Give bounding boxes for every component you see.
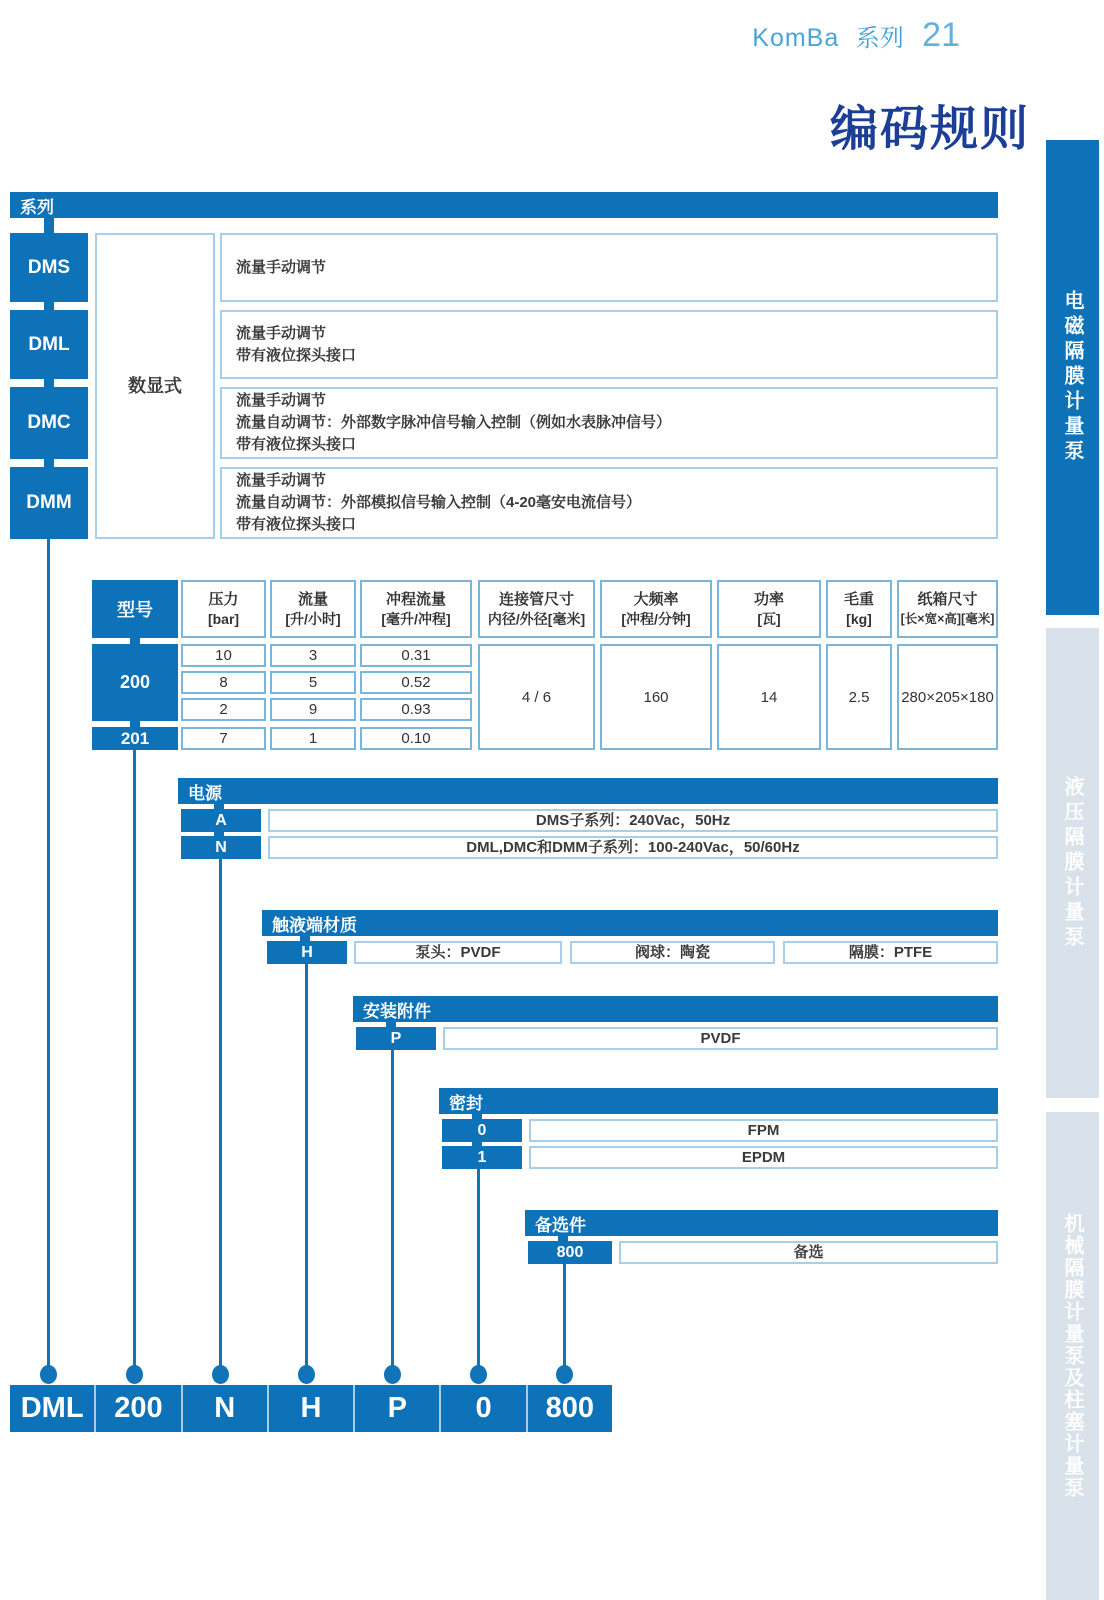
optional-section-header: 备选件 [525, 1210, 998, 1236]
connector-line-power [219, 859, 222, 1368]
series-code-dms: DMS [10, 233, 88, 302]
cell-stroke: 0.93 [360, 698, 472, 721]
desc-line: 带有液位探头接口 [236, 516, 357, 533]
series-desc-dmm [220, 467, 998, 539]
mounting-code-p: P [356, 1027, 436, 1050]
material-desc-pump-head: 泵头：PVDF [354, 941, 562, 964]
model-header-cell: 型号 [92, 580, 178, 638]
connector-line-seal [477, 1169, 480, 1368]
model-201-cell: 201 [92, 727, 178, 750]
seal-code-1: 1 [442, 1146, 522, 1169]
model-code-bar [10, 1385, 612, 1432]
power-section-header: 电源 [178, 778, 998, 804]
desc-line: 流量手动调节 [236, 392, 327, 409]
power-desc-a: DMS子系列：240Vac，50Hz [268, 809, 998, 832]
power-code-a: A [181, 809, 261, 832]
col-header-pipe-size: 连接管尺寸 内径/外径[毫米] [478, 580, 595, 638]
connector-line-model [133, 750, 136, 1368]
connector-dot [126, 1365, 143, 1384]
connector-dot [40, 1365, 57, 1384]
power-code-n: N [181, 836, 261, 859]
col-header-carton: 纸箱尺寸 [长×宽×高][毫米] [897, 580, 998, 638]
power-desc-n: DML,DMC和DMM子系列：100-240Vac，50/60Hz [268, 836, 998, 859]
col-header-flow: 流量 [升/小时] [270, 580, 356, 638]
connector-dot [556, 1365, 573, 1384]
sidebar-tab-solenoid-diaphragm-pump[interactable]: 电磁隔膜计量泵 [1046, 140, 1099, 615]
seal-section-header: 密封 [439, 1088, 998, 1114]
cell-stroke: 0.10 [360, 727, 472, 750]
code-seg-optional: 800 [526, 1385, 612, 1432]
code-seg-power: N [181, 1385, 267, 1432]
col-header-weight: 毛重 [kg] [826, 580, 892, 638]
model-200-cell: 200 [92, 644, 178, 721]
series-desc-dml [220, 310, 998, 379]
sidebar-tab-hydraulic-diaphragm-pump[interactable]: 液压隔膜计量泵 [1046, 628, 1099, 1098]
brand-name: KomBa [752, 24, 840, 52]
series-code-dmm: DMM [10, 467, 88, 539]
code-seg-mounting: P [353, 1385, 439, 1432]
connector-dot [212, 1365, 229, 1384]
code-seg-model: 200 [94, 1385, 180, 1432]
connector-notch [44, 379, 54, 387]
connector-notch [44, 218, 54, 233]
col-header-pressure: 压力 [bar] [181, 580, 266, 638]
cell-flow: 9 [270, 698, 356, 721]
series-code-dml: DML [10, 310, 88, 379]
col-header-frequency: 大频率 [冲程/分钟] [600, 580, 712, 638]
cell-stroke: 0.52 [360, 671, 472, 694]
connector-line-optional [563, 1264, 566, 1368]
connector-notch [44, 459, 54, 467]
cell-carton: 280×205×180 [897, 644, 998, 750]
page-number: 21 [922, 16, 960, 54]
optional-desc: 备选 [619, 1241, 998, 1264]
desc-line: 流量手动调节 [236, 472, 327, 489]
mounting-desc: PVDF [443, 1027, 998, 1050]
series-desc-dmc [220, 387, 998, 459]
sidebar-tab-mechanical-diaphragm-plunger-pump[interactable]: 机械隔膜计量泵及柱塞计量泵 [1046, 1112, 1099, 1600]
cell-power: 14 [717, 644, 821, 750]
code-seg-series: DML [20, 1392, 84, 1424]
material-desc-valve-ball: 阀球：陶瓷 [570, 941, 775, 964]
page-title: 编码规则 [829, 103, 1030, 156]
series-code-dmc: DMC [10, 387, 88, 459]
series-section-header: 系列 [10, 192, 998, 218]
desc-line: 带有液位探头接口 [236, 346, 357, 364]
connector-dot [384, 1365, 401, 1384]
cell-flow: 1 [270, 727, 356, 750]
seal-desc-epdm: EPDM [529, 1146, 998, 1169]
code-seg-seal: 0 [439, 1385, 525, 1432]
optional-code-800: 800 [528, 1241, 612, 1264]
cell-stroke: 0.31 [360, 644, 472, 667]
connector-line-series [47, 539, 50, 1368]
brand-series-word: 系列 [855, 25, 904, 52]
connector-dot [470, 1365, 487, 1384]
desc-line: 流量手动调节 [236, 258, 327, 276]
display-type-label: 数显式 [128, 376, 182, 396]
cell-pressure: 8 [181, 671, 266, 694]
seal-desc-fpm: FPM [529, 1119, 998, 1142]
cell-flow: 3 [270, 644, 356, 667]
cell-pressure: 7 [181, 727, 266, 750]
desc-line: 带有液位探头接口 [236, 436, 357, 453]
cell-frequency: 160 [600, 644, 712, 750]
cell-flow: 5 [270, 671, 356, 694]
desc-line: 流量自动调节：外部模拟信号输入控制（4-20毫安电流信号） [236, 494, 642, 511]
cell-weight: 2.5 [826, 644, 892, 750]
display-type-box [95, 233, 215, 539]
mounting-section-header: 安装附件 [353, 996, 998, 1022]
connector-line-material [305, 964, 308, 1368]
material-desc-diaphragm: 隔膜：PTFE [783, 941, 998, 964]
material-section-header: 触液端材质 [262, 910, 998, 936]
desc-line: 流量自动调节：外部数字脉冲信号输入控制（例如水表脉冲信号） [236, 414, 672, 431]
connector-line-mounting [391, 1050, 394, 1368]
series-desc-dms [220, 233, 998, 302]
connector-dot [298, 1365, 315, 1384]
cell-pressure: 2 [181, 698, 266, 721]
code-seg-material: H [267, 1385, 353, 1432]
connector-notch [44, 302, 54, 310]
col-header-stroke-flow: 冲程流量 [毫升/冲程] [360, 580, 472, 638]
material-code-h: H [267, 941, 347, 964]
cell-pressure: 10 [181, 644, 266, 667]
desc-line: 流量手动调节 [236, 324, 327, 342]
cell-pipe-size: 4 / 6 [478, 644, 595, 750]
col-header-power: 功率 [瓦] [717, 580, 821, 638]
page-header [0, 16, 960, 55]
seal-code-0: 0 [442, 1119, 522, 1142]
